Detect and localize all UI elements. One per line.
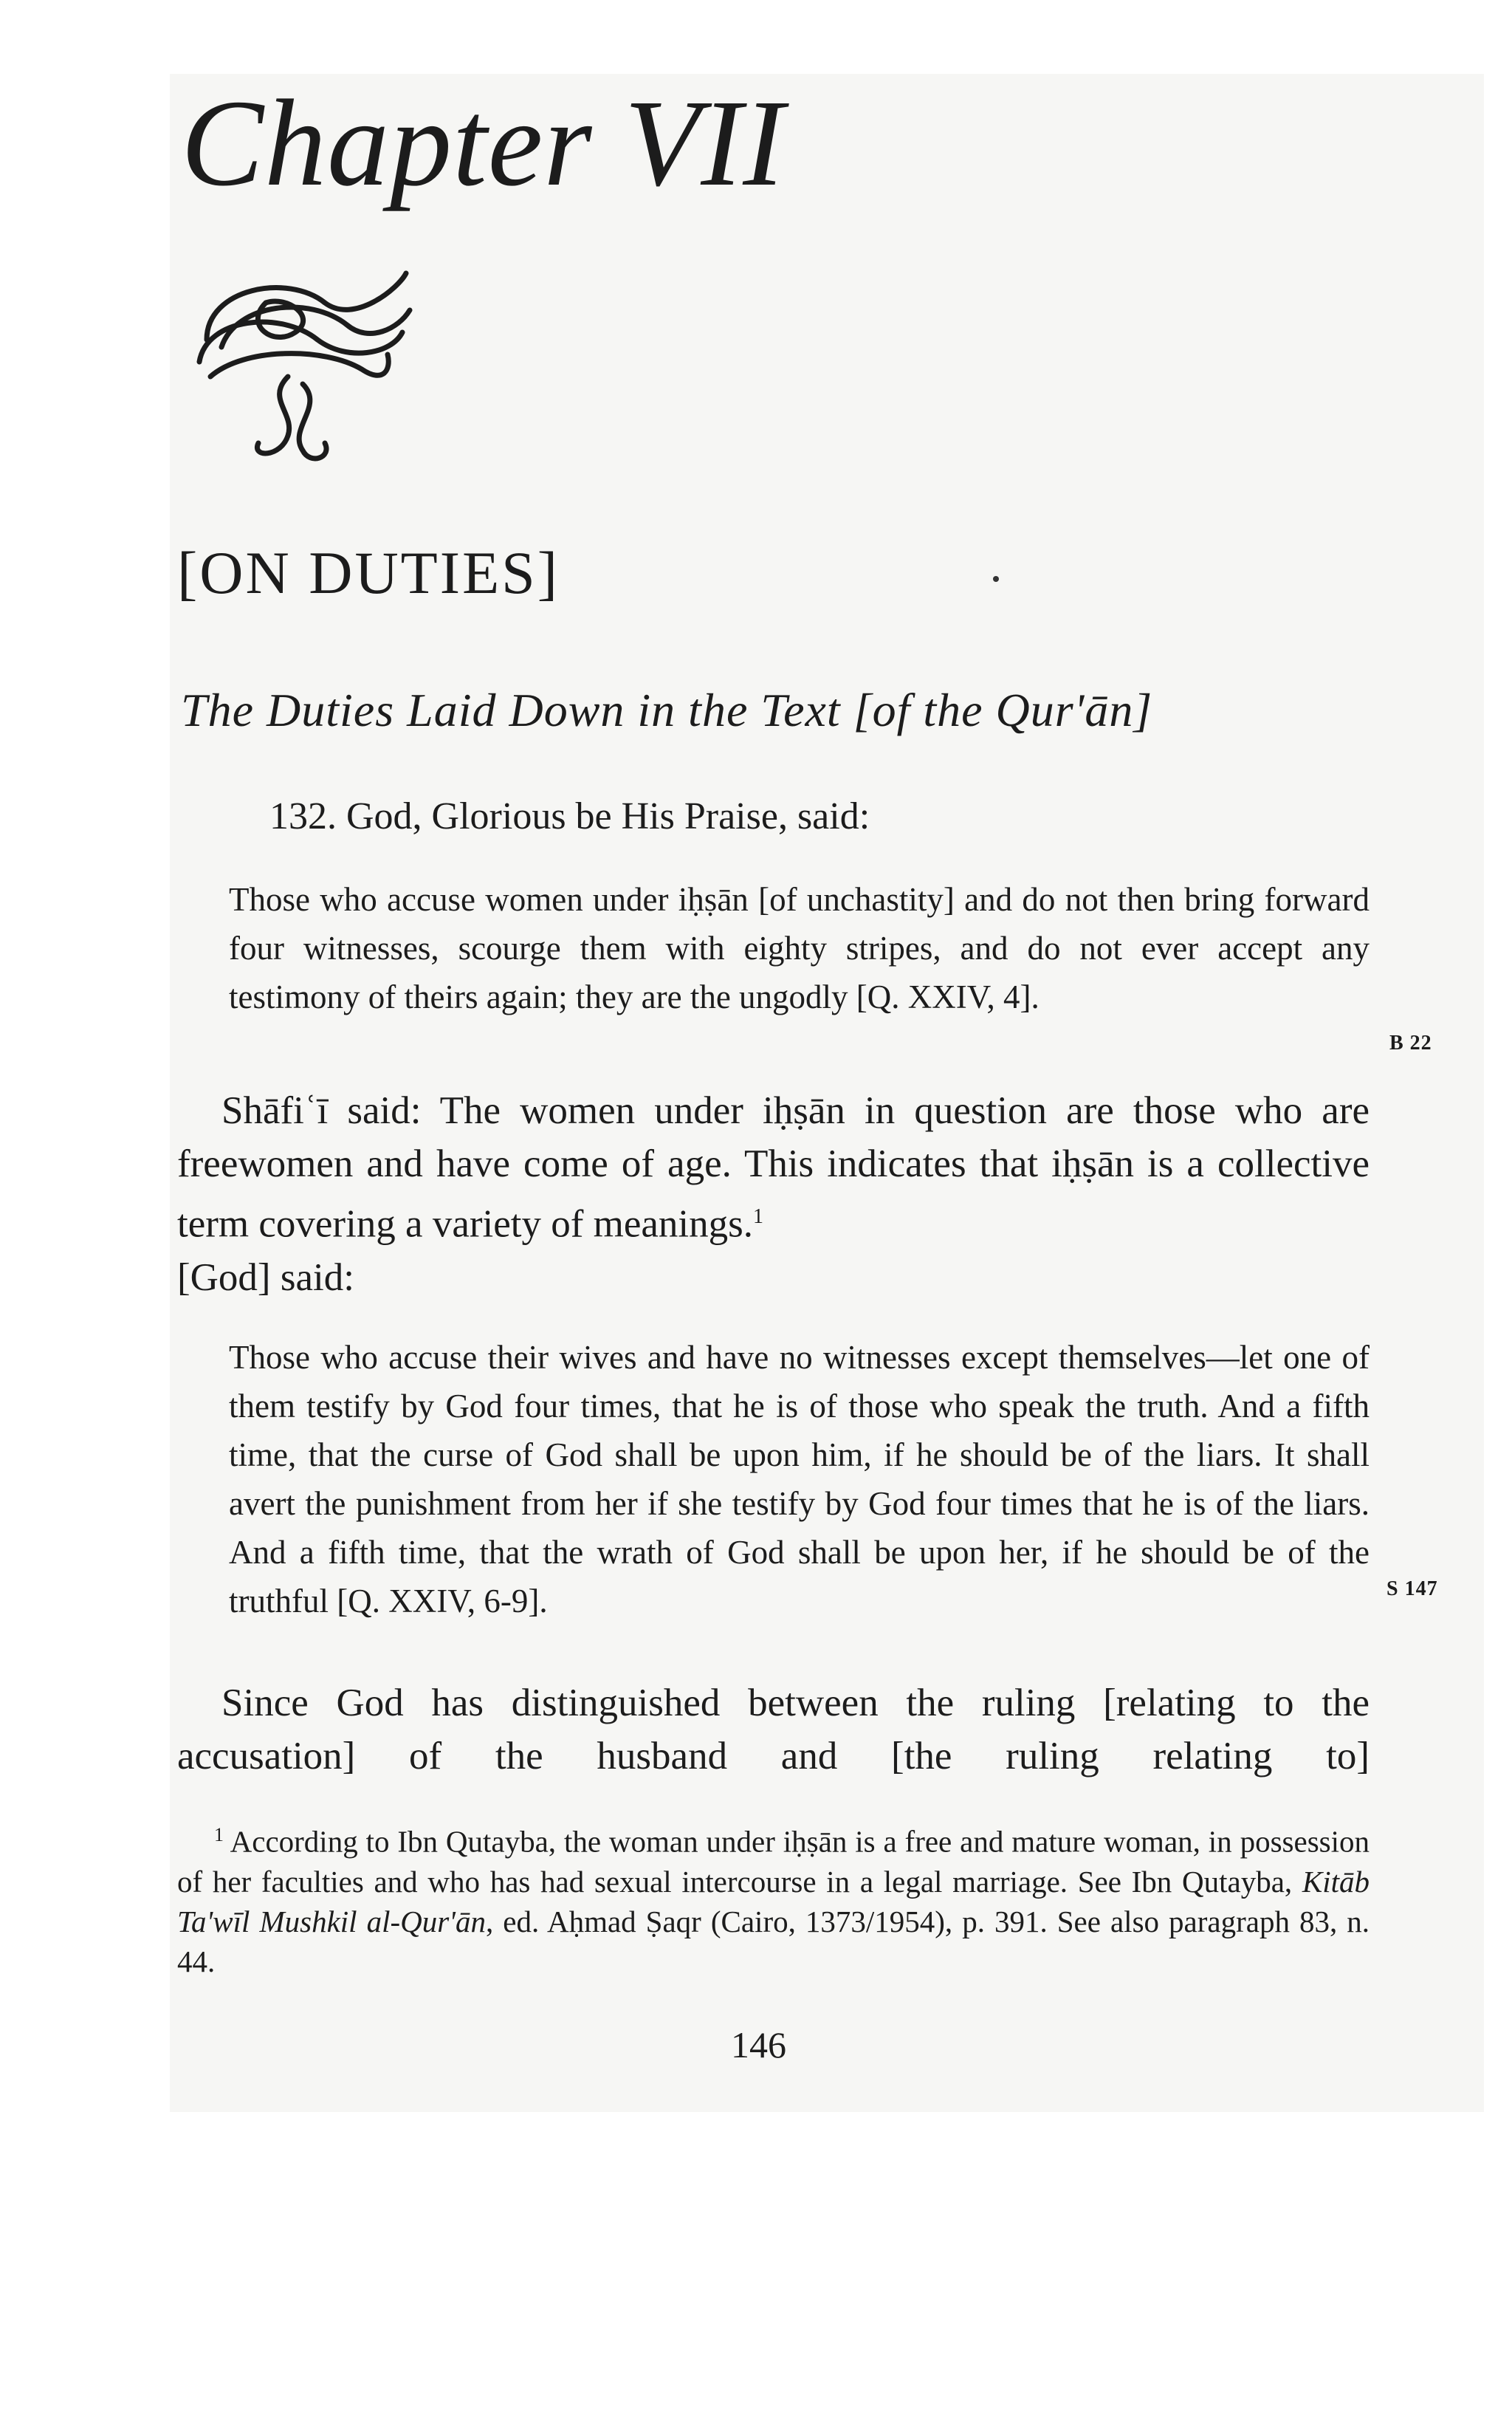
margin-note-s147: S 147 (1386, 1577, 1438, 1600)
quran-quote-2: Those who accuse their wives and have no witnesses except themselves—let one of them testify by God four times, that he is of those who speak the truth. And a fifth time, that the curse of God shall be upon him, if he should be of the liars. It shall avert the punishment from her if she testify by God four times that he is of the liars. And a fifth time, that the wrath of God shall be upon her, if he should be of the truthful [Q. XXIV, 6-9]. (229, 1339, 1370, 1619)
footnote-mark: 1 (214, 1824, 224, 1845)
subsection-title: The Duties Laid Down in the Text [of the Qur'ān] (181, 684, 1153, 736)
flourish-ornament-icon (177, 258, 421, 480)
body-paragraph-2: Since God has distinguished between the ruling [relating to the accusation] of the husband and [the ruling relating to] (177, 1681, 1370, 1777)
stray-mark (993, 576, 999, 582)
body-paragraph-1-tail: [God] said: (177, 1255, 354, 1299)
page-number: 146 (731, 2024, 786, 2066)
quran-quote-1: Those who accuse women under iḥṣān [of unchastity] and do not then bring forward four witnesses, scourge them with eighty stripes, and do not ever accept any testimony of theirs again; they are the ungodly [Q. XXIV, 4]. (229, 881, 1370, 1015)
body-paragraph-1 (177, 1084, 1370, 1304)
footnote (177, 1815, 1370, 1981)
paragraph-heading: 132. God, Glorious be His Praise, said: (269, 795, 870, 837)
body-paragraph-1-text: Shāfiʿī said: The women under iḥṣān in question are those who are freewomen and have come of age. This indicates that iḥṣān is a collective term covering a variety of meanings. (177, 1089, 1370, 1246)
margin-note-b22: B 22 (1389, 1032, 1432, 1055)
footnote-text-2: , ed. Aḥmad Ṣaqr (Cairo, 1373/1954), p. 391. See also paragraph 83, n. 44. (177, 1904, 1370, 1978)
chapter-heading: Chapter VII (181, 75, 786, 212)
section-title: [ON DUTIES] (177, 539, 560, 606)
footnote-text-1: According to Ibn Qutayba, the woman under iḥṣān is a free and mature woman, in possession of her faculties and who has had sexual intercourse in a legal marriage. See Ibn Qutayba, (177, 1824, 1370, 1899)
footnote-book-title: Kitāb Ta'wīl Mushkil al-Qur'ān (177, 1864, 1370, 1938)
footnote-reference: 1 (753, 1205, 763, 1228)
